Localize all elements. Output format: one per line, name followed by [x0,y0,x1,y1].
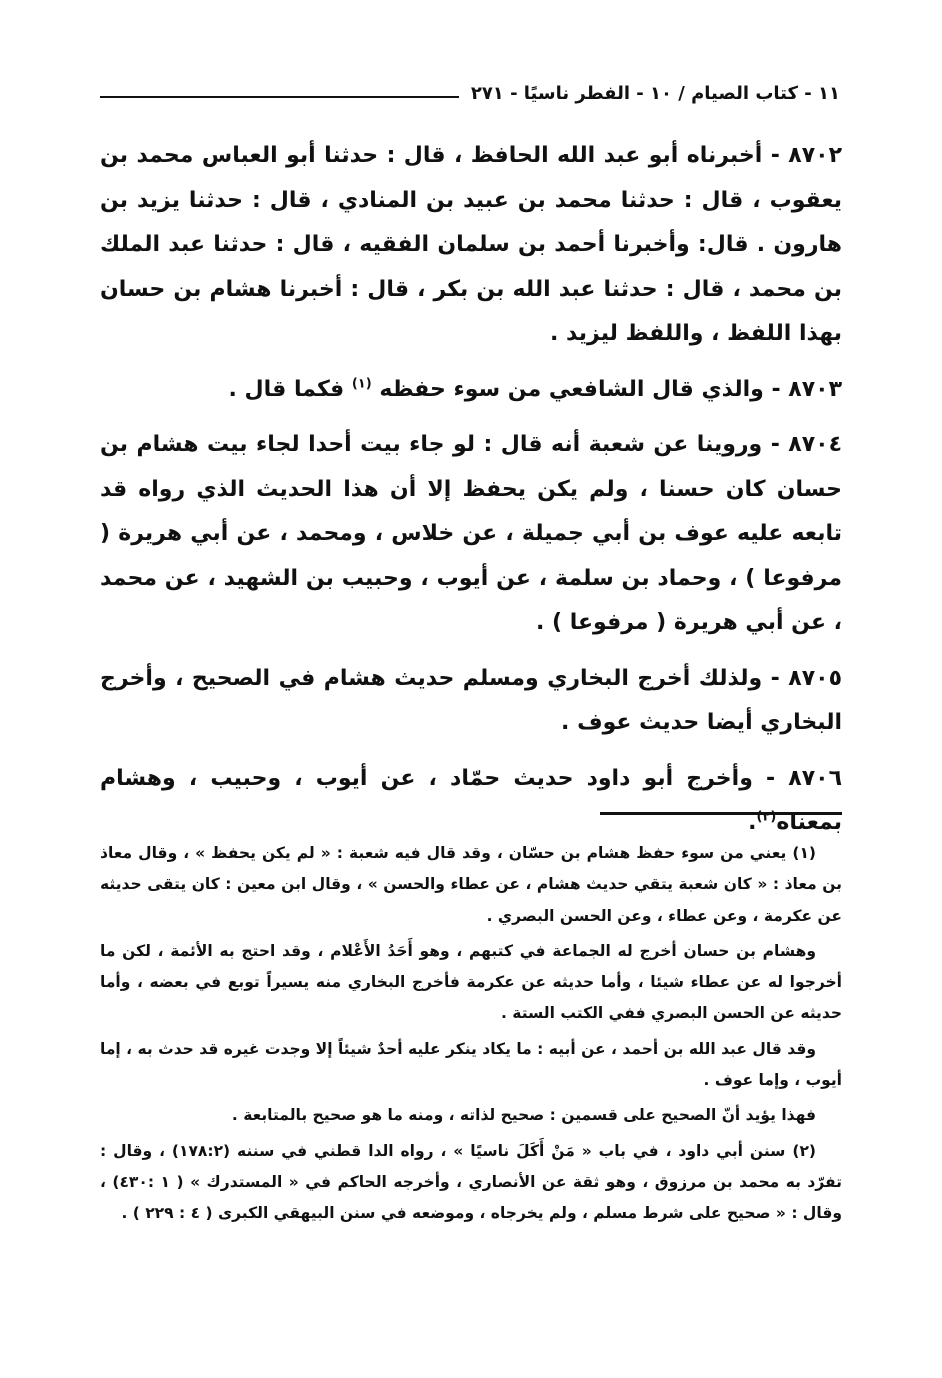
footnote-1: (١) يعني من سوء حفظ هشام بن حسّان ، وقد قال فيه شعبة : « لم يكن يحفظ » ، وقال معاذ بن معاذ : « كان شعبة يتقي حديث هشام ، عن عطاء والحسن » ، وقال ابن معين : كان يتقى حديثه عن عكرمة ، وعن عطاء ، وعن الحسن البصري . [100,844,842,925]
header-rule [100,96,459,98]
footnote-separator [600,812,842,815]
footnote-ref-2: (٢) [756,809,777,825]
paragraph-8705: ٨٧٠٥ - ولذلك أخرج البخاري ومسلم حديث هشام في الصحيح ، وأخرج البخاري أيضا حديث عوف . [100,665,842,735]
paragraph-text: ٨٧٠٣ - والذي قال الشافعي من سوء حفظه [371,376,842,402]
paragraph-text-end: فكما قال . [228,376,352,402]
footnote-ref-1: (١) [351,376,372,392]
main-text [100,134,842,857]
footnotes [100,838,842,1234]
running-header-text: ١١ - كتاب الصيام / ١٠ - الفطر ناسيًا - ٢٧١ [470,82,840,104]
footnote-1-continued: وهشام بن حسان أخرج له الجماعة في كتبهم ، وهو أَحَدُ الأَعْلام ، وقد احتج به الأئمة ، لكن ما أخرجوا له عن عطاء شيئا ، وأما حديثه عن عكرمة فأخرج البخاري منه يسيراً توبع في بعضه ، وأما حديثه عن الحسن البصري ففي الكتب الستة . [100,941,842,1023]
paragraph-text: ٨٧٠٦ - وأخرج أبو داود حديث حمّاد ، عن أيوب ، وحبيب ، وهشام بمعناه [100,765,842,835]
footnote-1-continued: وقد قال عبد الله بن أحمد ، عن أبيه : ما يكاد ينكر عليه أحدٌ شيئاً إلا وجدت غيره قد حدث به ، إما أيوب ، وإما عوف . [100,1039,842,1090]
paragraph-text-end: . [748,810,757,835]
paragraph-8706 [100,757,842,846]
paragraph-8704: ٨٧٠٤ - وروينا عن شعبة أنه قال : لو جاء بيت أحدا لجاء بيت هشام بن حسان كان حسنا ، ولم يكن يحفظ إلا أن هذا الحديث الذي رواه قد تابعه عليه عوف بن أبي جميلة ، عن خلاس ، ومحمد ، عن أبي هريرة ( مرفوعا ) ، وحماد بن سلمة ، عن أيوب ، وحبيب بن الشهيد ، عن محمد ، عن أبي هريرة ( مرفوعا ) . [100,432,842,635]
footnote-1-continued: فهذا يؤيد أنّ الصحيح على قسمين : صحيح لذاته ، ومنه ما هو صحيح بالمتابعة . [231,1106,816,1125]
paragraph-8703 [100,368,842,413]
running-header [100,78,840,108]
paragraph-8702: ٨٧٠٢ - أخبرناه أبو عبد الله الحافظ ، قال : حدثنا أبو العباس محمد بن يعقوب ، قال : حدثنا محمد بن عبيد بن المنادي ، قال : حدثنا يزيد بن هارون . قال: وأخبرنا أحمد بن سلمان الفقيه ، قال : حدثنا عبد الملك بن محمد ، قال : حدثنا عبد الله بن بكر ، قال : أخبرنا هشام بن حسان بهذا اللفظ ، واللفظ ليزيد . [100,143,842,346]
footnote-2: (٢) سنن أبي داود ، في باب « مَنْ أَكَلَ ناسيًا » ، رواه الدا قطني في سننه (١٧٨:٢) ، وقال : تفرّد به محمد بن مرزوق ، وهو ثقة عن الأنصاري ، وأخرجه الحاكم في « المستدرك » ( ١ :٤٣٠) ، وقال : « صحيح على شرط مسلم ، ولم يخرجاه ، وموضعه في سنن البيهقي الكبرى ( ٤ : ٢٢٩ ) . [100,1141,842,1223]
